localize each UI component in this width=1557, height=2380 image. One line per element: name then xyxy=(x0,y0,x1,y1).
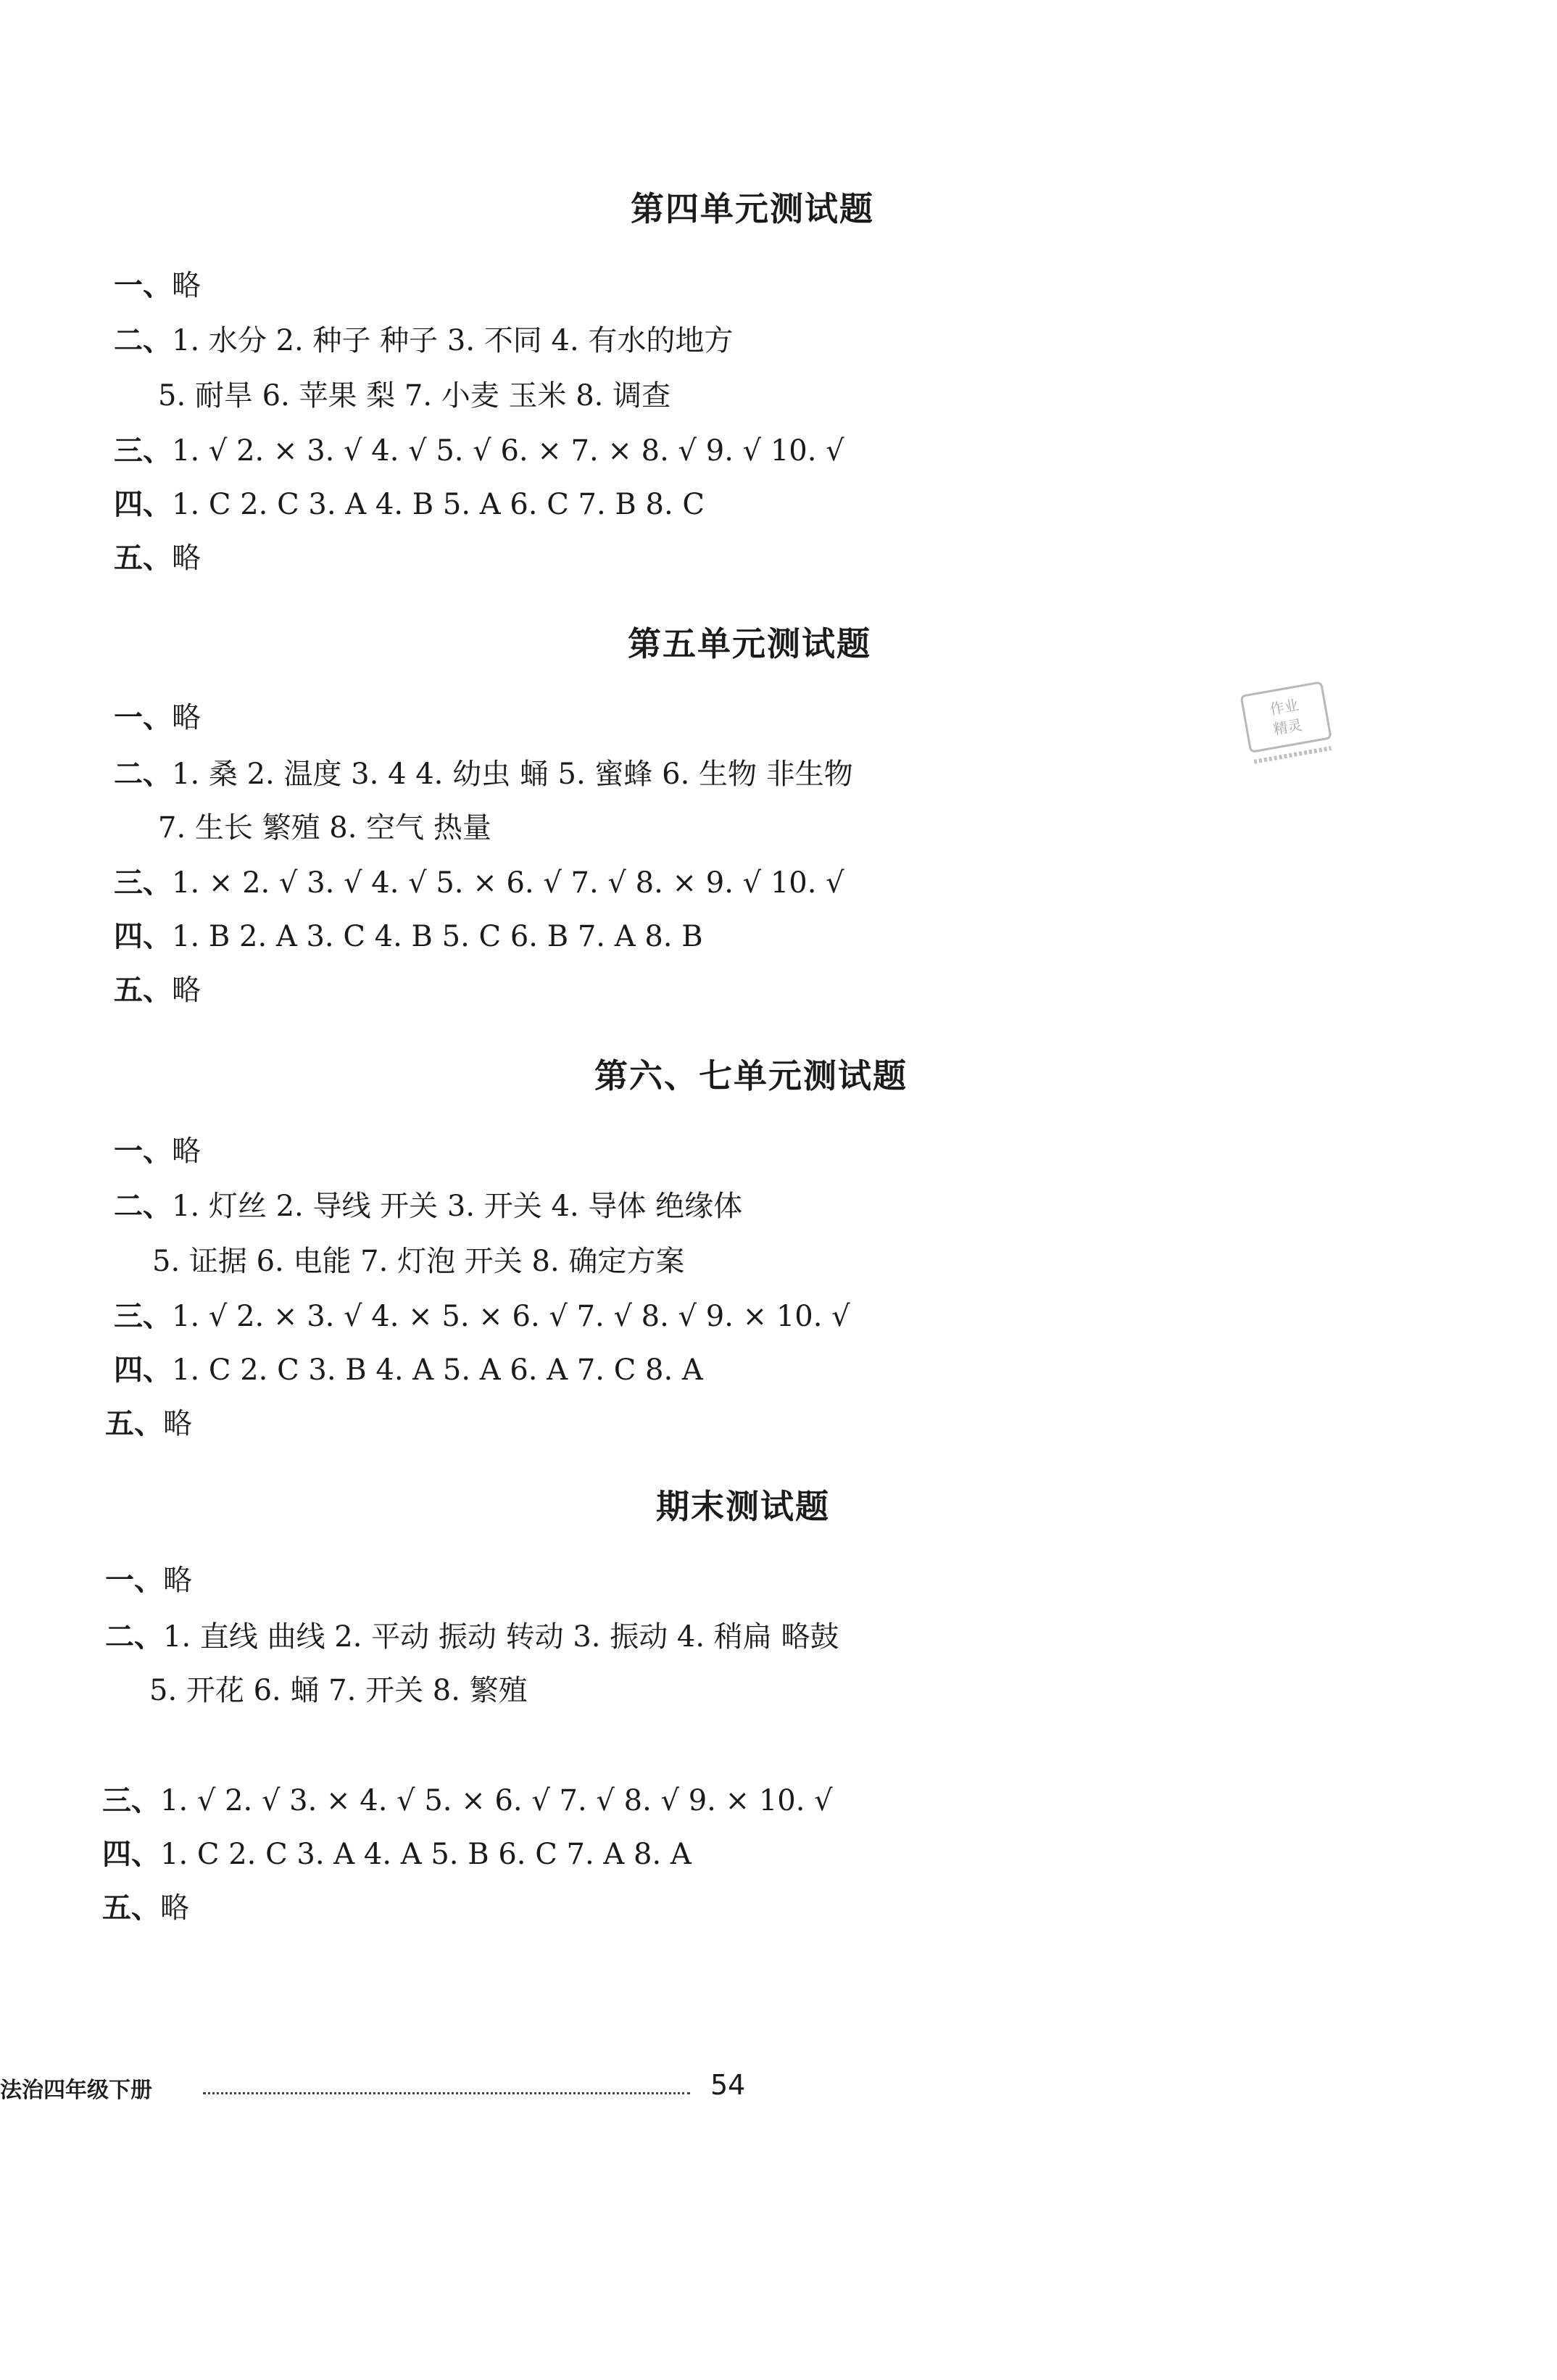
svg-text:作业: 作业 xyxy=(1268,696,1300,718)
answer-text: 1. 灯丝 2. 导线 开关 3. 开关 4. 导体 绝缘体 xyxy=(172,1190,743,1223)
question-label: 一、 xyxy=(114,1134,172,1168)
answer-text: 1. C 2. C 3. A 4. A 5. B 6. C 7. A 8. A xyxy=(160,1838,692,1871)
answer-text: 5. 证据 6. 电能 7. 灯泡 开关 8. 确定方案 xyxy=(152,1245,685,1278)
answer-text: 1. 水分 2. 种子 种子 3. 不同 4. 有水的地方 xyxy=(172,324,734,357)
answer-text: 1. B 2. A 3. C 4. B 5. C 6. B 7. A 8. B xyxy=(172,920,703,953)
answer-line xyxy=(114,1128,201,1169)
answer-line xyxy=(114,913,703,955)
question-label: 三、 xyxy=(102,1783,160,1817)
question-label: 四、 xyxy=(114,1353,172,1387)
answer-text: 1. 桑 2. 温度 3. 4 4. 幼虫 蛹 5. 蜜蜂 6. 生物 非生物 xyxy=(172,758,853,791)
answer-line xyxy=(114,1293,850,1335)
answer-text: 1. C 2. C 3. B 4. A 5. A 6. A 7. C 8. A xyxy=(172,1353,703,1387)
answer-text: 略 xyxy=(172,974,201,1007)
footer-book-title: 法治四年级下册 xyxy=(0,2078,152,2103)
question-label: 三、 xyxy=(114,1299,172,1333)
answer-text: 略 xyxy=(172,1135,201,1168)
footer-dotted-rule xyxy=(203,2092,690,2094)
answer-line xyxy=(102,1831,692,1873)
answer-line xyxy=(114,428,844,469)
question-label: 三、 xyxy=(114,434,172,468)
question-label: 四、 xyxy=(114,919,172,953)
answer-line xyxy=(102,1885,189,1926)
answer-text: 1. √ 2. × 3. √ 4. × 5. × 6. √ 7. √ 8. √ 9. × 10. √ xyxy=(172,1300,850,1333)
question-label: 四、 xyxy=(114,487,172,521)
answer-line xyxy=(114,262,201,304)
answer-line xyxy=(114,1347,703,1388)
answer-text: 1. C 2. C 3. A 4. B 5. A 6. C 7. B 8. C xyxy=(172,488,705,521)
question-label: 三、 xyxy=(114,866,172,900)
section-title-unit5: 第五单元测试题 xyxy=(628,624,871,663)
answer-text: 略 xyxy=(172,701,201,734)
svg-text:精灵: 精灵 xyxy=(1271,716,1304,739)
answer-line xyxy=(114,967,201,1008)
answer-line xyxy=(114,318,733,359)
answer-text: 略 xyxy=(163,1407,192,1440)
answer-text: 5. 开花 6. 蛹 7. 开关 8. 繁殖 xyxy=(149,1674,528,1707)
question-label: 一、 xyxy=(105,1563,163,1597)
answer-line xyxy=(105,1401,192,1442)
section-title-unit4: 第四单元测试题 xyxy=(631,189,874,228)
answer-text: 5. 耐旱 6. 苹果 梨 7. 小麦 玉米 8. 调查 xyxy=(158,379,671,412)
question-label: 二、 xyxy=(105,1620,163,1654)
question-label: 二、 xyxy=(114,757,172,791)
answer-line xyxy=(114,481,705,523)
question-label: 二、 xyxy=(114,323,172,357)
answer-line xyxy=(158,805,491,846)
answer-line xyxy=(149,1667,528,1709)
section-title-final-exam: 期末测试题 xyxy=(656,1487,830,1526)
answer-text: 1. × 2. √ 3. √ 4. √ 5. × 6. √ 7. √ 8. × 9. √ 10. √ xyxy=(172,866,844,900)
answer-line xyxy=(158,373,670,414)
answer-text: 略 xyxy=(172,542,201,575)
answer-line xyxy=(114,860,844,901)
question-label: 五、 xyxy=(102,1891,160,1925)
question-label: 一、 xyxy=(114,700,172,734)
answer-text: 略 xyxy=(163,1564,192,1597)
page-number: 54 xyxy=(710,2069,746,2101)
answer-line xyxy=(105,1614,839,1655)
answer-text: 略 xyxy=(160,1891,189,1925)
question-label: 四、 xyxy=(102,1837,160,1871)
answer-line xyxy=(152,1238,684,1280)
answer-line xyxy=(114,694,201,736)
answer-line xyxy=(114,1183,742,1224)
question-label: 五、 xyxy=(114,541,172,575)
answer-text: 略 xyxy=(172,269,201,302)
watermark-stamp xyxy=(1234,677,1340,774)
answer-text: 1. √ 2. √ 3. × 4. √ 5. × 6. √ 7. √ 8. √ 9. × 10. √ xyxy=(160,1784,833,1817)
answer-line xyxy=(102,1778,833,1819)
question-label: 五、 xyxy=(114,973,172,1007)
section-title-unit6-7: 第六、七单元测试题 xyxy=(594,1056,908,1095)
answer-line xyxy=(105,1557,192,1599)
answer-text: 1. √ 2. × 3. √ 4. √ 5. √ 6. × 7. × 8. √ 9. √ 10. √ xyxy=(172,434,844,468)
answer-text: 1. 直线 曲线 2. 平动 振动 转动 3. 振动 4. 稍扁 略鼓 xyxy=(163,1620,839,1654)
question-label: 二、 xyxy=(114,1189,172,1223)
answer-text: 7. 生长 繁殖 8. 空气 热量 xyxy=(158,811,491,845)
question-label: 一、 xyxy=(114,268,172,302)
answer-line xyxy=(114,535,201,576)
question-label: 五、 xyxy=(105,1406,163,1440)
answer-line xyxy=(114,751,853,792)
